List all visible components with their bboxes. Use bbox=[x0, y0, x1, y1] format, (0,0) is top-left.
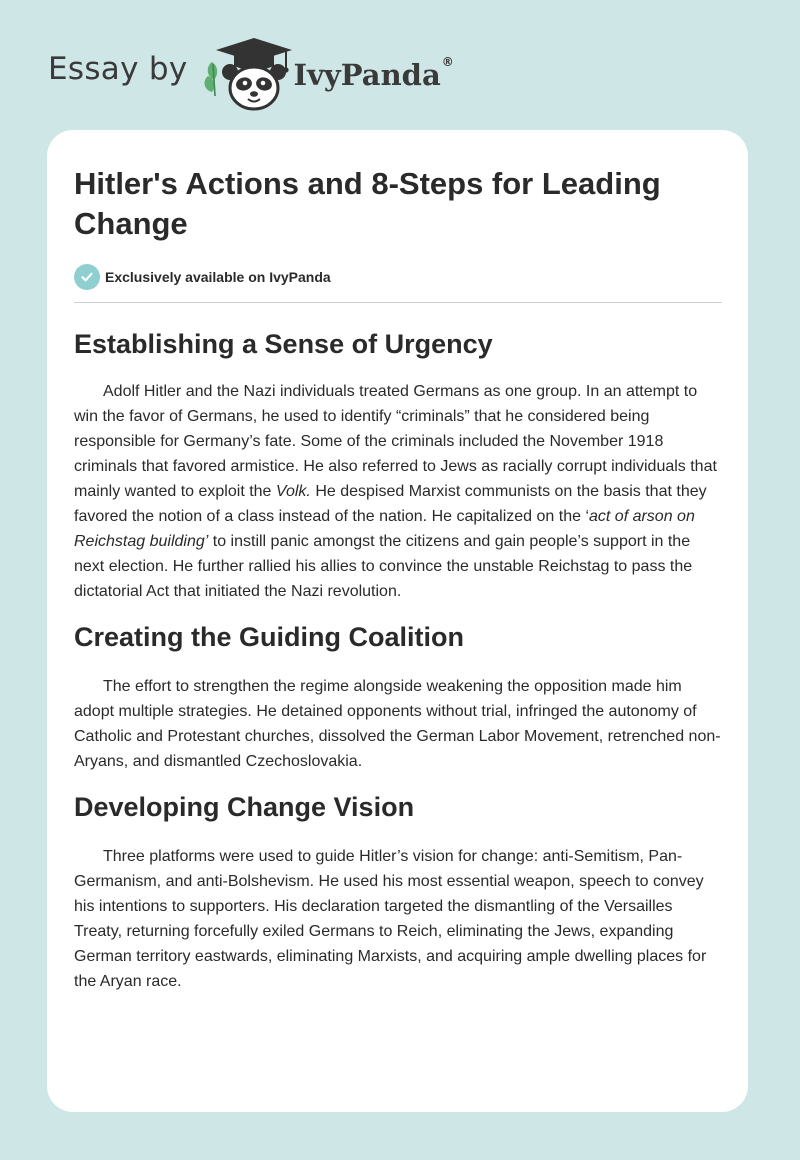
essay-card bbox=[47, 130, 748, 1112]
section-heading: Establishing a Sense of Urgency bbox=[74, 329, 493, 359]
italic-text: Volk. bbox=[275, 483, 311, 500]
registered-mark: ® bbox=[441, 55, 454, 69]
section-body: The effort to strengthen the regime alongside weakening the opposition made him adopt multiple strategies. He detained opponents without trial, infringed the autonomy of Catholic and Protestant churches, dissolved the German Labor Movement, retrenched non-Aryans, and dismantled Czechoslovakia. bbox=[74, 678, 721, 770]
section-heading: Developing Change Vision bbox=[74, 792, 415, 822]
logo-brand-text: IvyPanda bbox=[293, 58, 441, 92]
leaf-icon bbox=[204, 62, 217, 96]
badge-label: Exclusively available on IvyPanda bbox=[105, 269, 331, 285]
logo-prefix-text: Essay by bbox=[48, 51, 188, 87]
exclusive-badge bbox=[74, 264, 722, 290]
section-body: Three platforms were used to guide Hitler’s vision for change: anti-Semitism, Pan-Germanism, and anti-Bolshevism. He used his most essential weapon, speech to convey his intentions to supporters. His declaration targeted the dismantling of the Versailles Treaty, returning forcefully exiled Germans to Reich, eliminating the Jews, expanding German territory eastwards, eliminating Marxists, and acquiring ample dwelling places for the Aryan race. bbox=[74, 848, 707, 990]
body-text: to instill panic amongst the citizens and gain people’s support in the next election. He further rallied his allies to convince the unstable Reichstag to pass the dictatorial Act that initiated the Nazi revolution. bbox=[74, 533, 693, 600]
page-title: Hitler's Actions and 8-Steps for Leading Change bbox=[74, 166, 661, 241]
section-heading: Creating the Guiding Coalition bbox=[74, 622, 464, 652]
section-body bbox=[74, 379, 722, 604]
check-circle-icon bbox=[74, 264, 100, 290]
site-logo[interactable] bbox=[48, 36, 454, 112]
panda-graduate-icon bbox=[200, 36, 292, 112]
body-text: He despised Marxist communists on the basis that they favored the notion of a class instead of the nation. He capitalized on the ‘ bbox=[74, 483, 707, 525]
title-divider bbox=[74, 302, 722, 303]
body-text: Adolf Hitler and the Nazi individuals treated Germans as one group. In an attempt to win the favor of Germans, he used to identify “criminals” that he considered being responsible for Germany’s fate. Some of the criminals included the November 1918 criminals that favored armistice. He also referred to Jews as racially corrupt individuals that mainly wanted to exploit the bbox=[74, 383, 717, 500]
italic-text: act of arson on Reichstag building’ bbox=[74, 508, 695, 550]
